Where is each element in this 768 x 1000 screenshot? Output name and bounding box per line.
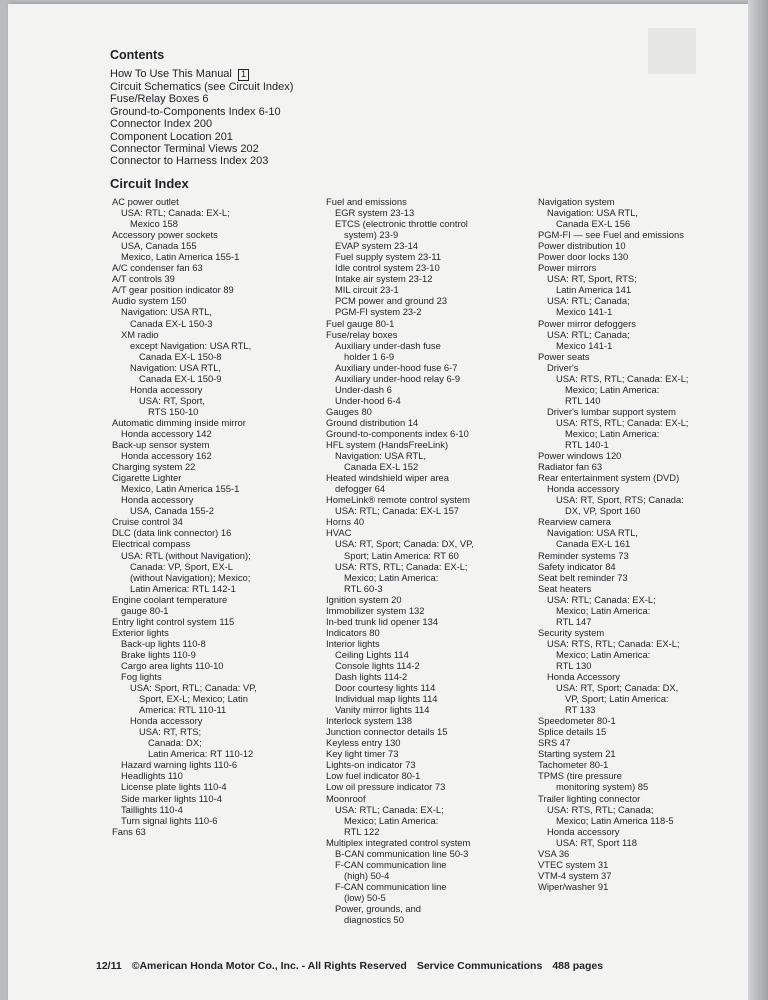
index-subentry: USA: RT, Sport, [139,394,205,406]
contents-item-page-box: 1 [238,69,249,81]
index-entry: Cruise control 34 [112,516,183,528]
index-entry: In-bed trunk lid opener 134 [326,615,439,627]
index-subentry: USA: RTL; Canada: EX-L; [335,803,444,815]
contents-item-label: Fuse/Relay Boxes 6 [110,93,209,106]
index-subentry: RTL 130 [556,659,592,671]
index-subentry: Navigation: USA RTL, [335,450,427,462]
index-subentry: Honda accessory [130,383,203,395]
index-subentry: Canada: VP, Sport, EX-L [130,560,234,572]
index-subentry: Canada EX-L 152 [344,461,419,473]
index-subentry: USA: RTL; Canada: EX-L 157 [335,505,460,517]
index-subentry: PGM-FI system 23-2 [335,306,422,318]
index-subentry: RTS 150-10 [148,405,199,417]
index-entry: Navigation system [538,196,615,207]
index-subentry: Latin America: RT 110-12 [148,748,254,760]
index-subentry: Idle control system 23-10 [335,262,440,274]
index-entry: Cigarette Lighter [112,472,182,484]
index-entry: Seat heaters [538,582,592,594]
index-subentry: RT 133 [565,704,596,716]
index-entry: Fans 63 [112,825,146,837]
index-entry: Moonroof [326,792,366,804]
index-subentry: Turn signal lights 110-6 [121,814,218,826]
index-subentry: except Navigation: USA RTL, [130,339,252,351]
index-subentry: Canada: DX; [148,737,202,749]
index-subentry: RTL 122 [344,825,380,837]
index-subentry: system) 23-9 [344,229,399,241]
index-entry: AC power outlet [112,196,179,207]
index-subentry: RTL 60-3 [344,582,383,594]
index-subentry: Honda accessory [547,483,620,495]
index-entry: PGM-FI — see Fuel and emissions [538,229,684,241]
index-subentry: Latin America 141 [556,284,632,296]
index-subentry: Mexico 158 [130,218,178,230]
index-subentry: Console lights 114-2 [335,659,420,671]
contents-item-label: Circuit Schematics (see Circuit Index) [110,81,294,93]
index-subentry: B-CAN communication line 50-3 [335,847,469,859]
index-subentry: Driver's [547,361,579,373]
footer-date: 12/11 [96,960,122,972]
index-subentry: Headlights 110 [121,770,183,782]
index-subentry: Power, grounds, and [335,903,421,914]
index-subentry: Honda accessory [547,825,620,837]
index-subentry: Fuel supply system 23-11 [335,251,442,263]
index-entry: Power seats [538,350,590,362]
index-entry: Rearview camera [538,516,611,528]
index-entry: Ground-to-components index 6-10 [326,427,469,439]
index-entry: Engine coolant temperature [112,593,228,605]
index-entry: Power mirror defoggers [538,317,636,329]
index-subentry: Fog lights [121,671,162,683]
contents-item [110,68,293,81]
index-subentry: VP, Sport; Latin America: [565,693,669,705]
index-subentry: monitoring system) 85 [556,781,649,793]
index-entry: DLC (data link connector) 16 [112,527,232,539]
index-subentry: USA: RTL; Canada; [547,295,630,307]
index-subentry: Navigation: USA RTL, [130,361,222,373]
index-subentry: Sport; Latin America: RT 60 [344,549,459,561]
contents-heading: Contents [110,48,165,62]
contents-item [110,81,293,93]
index-entry: Automatic dimming inside mirror [112,416,246,428]
index-subentry: Honda Accessory [547,671,620,683]
index-subentry: USA: RTL; Canada; [547,328,630,340]
index-subentry: USA: RTS, RTL; Canada: EX-L; [335,560,468,572]
index-entry: Wiper/washer 91 [538,880,609,892]
index-subentry: Dash lights 114-2 [335,671,408,683]
index-subentry: ETCS (electronic throttle control [335,218,468,230]
index-subentry: RTL 140 [565,394,601,406]
index-subentry: XM radio [121,328,159,340]
index-entry: A/T controls 39 [112,273,175,285]
index-subentry: Driver's lumbar support system [547,405,676,417]
index-subentry: Mexico; Latin America: [565,383,660,395]
contents-item [110,155,293,167]
index-entry: Lights-on indicator 73 [326,759,416,771]
index-subentry: EVAP system 23-14 [335,240,419,252]
index-subentry: Sport, EX-L; Mexico; Latin [139,693,248,705]
index-subentry: Mexico; Latin America 118-5 [556,814,674,826]
index-entry: VTM-4 system 37 [538,869,612,881]
index-subentry: DX, VP, Sport 160 [565,505,641,517]
page-footer [96,960,613,972]
index-column-3 [538,196,748,892]
contents-item-label: Component Location 201 [110,130,233,143]
index-subentry: Auxiliary under-hood fuse 6-7 [335,361,458,373]
index-entry: Power distribution 10 [538,240,626,252]
index-subentry: USA: RTL (without Navigation); [121,549,251,561]
index-subentry: holder 1 6-9 [344,350,395,362]
index-subentry: USA: RT, Sport 118 [556,836,637,848]
index-entry: Keyless entry 130 [326,737,401,749]
index-entry: Power door locks 130 [538,251,629,263]
index-subentry: Canada EX-L 161 [556,538,631,550]
index-entry: Horns 40 [326,516,365,528]
index-subentry: Canada EX-L 150-9 [139,372,222,384]
index-subentry: (without Navigation); Mexico; [130,571,251,583]
index-entry: Key light timer 73 [326,748,399,760]
index-entry: Tachometer 80-1 [538,759,609,771]
index-entry: Fuel and emissions [326,196,407,207]
index-subentry: EGR system 23-13 [335,207,415,219]
index-entry: Back-up sensor system [112,439,210,451]
index-subentry: RTL 147 [556,615,592,627]
index-subentry: Cargo area lights 110-10 [121,659,224,671]
contents-item [110,93,293,105]
contents-item-label: Connector to Harness Index 203 [110,155,269,168]
index-entry: Power mirrors [538,262,597,274]
index-subentry: Navigation: USA RTL, [121,306,213,318]
index-subentry: Under-dash 6 [335,383,392,395]
footer-department: Service Communications [416,960,543,972]
index-subentry: USA: RTS, RTL; Canada; [547,803,654,815]
circuit-index-heading: Circuit Index [110,176,189,191]
index-subentry: USA: Sport, RTL; Canada: VP, [130,682,257,694]
index-entry: Immobilizer system 132 [326,604,425,616]
contents-item-label: Connector Terminal Views 202 [110,143,259,156]
index-entry: Low oil pressure indicator 73 [326,781,446,793]
contents-item [110,106,293,118]
index-subentry: USA: RTS, RTL; Canada: EX-L; [556,372,689,384]
contents-item [110,118,293,130]
index-subentry: USA: RTL; Canada: EX-L; [121,207,230,219]
index-subentry: MIL circuit 23-1 [335,284,399,296]
contents-item [110,143,293,155]
index-entry: Entry light control system 115 [112,615,235,627]
index-entry: A/T gear position indicator 89 [112,284,234,296]
index-entry: VSA 36 [538,847,570,859]
contents-item-label: Ground-to-Components Index 6-10 [110,105,281,118]
index-entry: SRS 47 [538,737,571,749]
index-subentry: USA: RTS, RTL; Canada: EX-L; [556,416,689,428]
index-subentry: F-CAN communication line [335,858,447,870]
index-entry: Splice details 15 [538,726,607,738]
index-entry: Heated windshield wiper area [326,472,449,484]
index-entry: Audio system 150 [112,295,187,307]
footer-page-count: 488 pages [552,960,604,972]
contents-item-label: How To Use This Manual [110,68,232,80]
index-entry: Junction connector details 15 [326,726,448,738]
index-entry: HomeLink® remote control system [326,494,470,506]
index-subentry: USA: RT, Sport, RTS; Canada: [556,494,684,506]
index-subentry: Hazard warning lights 110-6 [121,759,238,771]
index-entry: Interlock system 138 [326,715,412,727]
footer-copyright: ©American Honda Motor Co., Inc. - All Rights Reserved [131,960,407,972]
contents-item [110,131,293,143]
index-subentry: USA: RTS, RTL; Canada: EX-L; [547,637,680,649]
index-subentry: USA, Canada 155-2 [130,505,214,517]
index-entry: Electrical compass [112,538,191,550]
index-subentry: PCM power and ground 23 [335,295,448,307]
index-subentry: Mexico 141-1 [556,339,613,351]
index-subentry: Back-up lights 110-8 [121,637,206,649]
index-subentry: Auxiliary under-hood relay 6-9 [335,372,461,384]
index-subentry: Mexico; Latin America: [565,427,660,439]
index-entry: Ignition system 20 [326,593,402,605]
index-entry: TPMS (tire pressure [538,770,622,782]
index-entry: Starting system 21 [538,748,616,760]
index-entry: HVAC [326,527,352,539]
index-subentry: Navigation: USA RTL, [547,527,639,539]
index-subentry: Canada EX-L 150-8 [139,350,222,362]
index-entry: Fuse/relay boxes [326,328,398,340]
index-subentry: Individual map lights 114 [335,693,438,705]
index-subentry: Under-hood 6-4 [335,394,401,406]
index-entry: Ground distribution 14 [326,416,419,428]
index-subentry: USA: RT, Sport; Canada: DX, [556,682,679,694]
index-column-2 [326,196,531,925]
index-subentry: America: RTL 110-11 [139,704,227,716]
index-subentry: Mexico, Latin America 155-1 [121,483,240,495]
index-subentry: USA: RT, Sport; Canada: DX, VP, [335,538,474,550]
index-subentry: (high) 50-4 [344,869,390,881]
index-entry: Speedometer 80-1 [538,715,616,727]
contents-item-label: Connector Index 200 [110,118,213,131]
bleed-through-shape [648,28,696,74]
index-entry: Power windows 120 [538,450,622,462]
index-entry: Security system [538,626,605,638]
contents-list [110,68,293,168]
index-subentry: USA, Canada 155 [121,240,197,252]
index-subentry: Intake air system 23-12 [335,273,433,285]
index-subentry: USA: RT, RTS; [139,726,202,738]
index-entry: HFL system (HandsFreeLink) [326,439,449,451]
index-subentry: Honda accessory 142 [121,427,212,439]
index-entry: Charging system 22 [112,461,196,473]
index-entry: Exterior lights [112,626,169,638]
index-entry: Safety indicator 84 [538,560,616,572]
index-subentry: (low) 50-5 [344,891,386,903]
index-subentry: Brake lights 110-9 [121,648,196,660]
index-subentry: Navigation: USA RTL, [547,207,639,219]
index-subentry: License plate lights 110-4 [121,781,227,793]
index-subentry: Mexico; Latin America: [556,604,651,616]
index-entry: Reminder systems 73 [538,549,629,561]
index-subentry: Door courtesy lights 114 [335,682,436,694]
index-entry: Trailer lighting connector [538,792,641,804]
index-subentry: Honda accessory 162 [121,450,212,462]
index-entry: Accessory power sockets [112,229,218,241]
index-entry: Low fuel indicator 80-1 [326,770,421,782]
index-subentry: Vanity mirror lights 114 [335,704,430,716]
index-subentry: Mexico, Latin America 155-1 [121,251,240,263]
index-entry: Interior lights [326,637,380,649]
index-entry: Fuel gauge 80-1 [326,317,395,329]
index-entry: Rear entertainment system (DVD) [538,472,680,484]
index-entry: VTEC system 31 [538,858,609,870]
index-subentry: gauge 80-1 [121,604,169,616]
index-subentry: diagnostics 50 [344,914,404,926]
index-entry: Seat belt reminder 73 [538,571,628,583]
page-edge-shadow [748,0,768,1000]
index-entry: Radiator fan 63 [538,461,603,473]
index-subentry: defogger 64 [335,483,386,495]
index-subentry: USA: RT, Sport, RTS; [547,273,637,285]
index-entry: Multiplex integrated control system [326,836,471,848]
index-subentry: Mexico 141-1 [556,306,613,318]
index-subentry: Mexico; Latin America: [344,571,439,583]
index-entry: Indicators 80 [326,626,380,638]
index-subentry: Honda accessory [121,494,194,506]
index-subentry: RTL 140-1 [565,439,609,451]
index-entry: Gauges 80 [326,405,372,417]
index-subentry: Mexico; Latin America: [556,648,651,660]
index-entry: A/C condenser fan 63 [112,262,203,274]
index-subentry: F-CAN communication line [335,880,447,892]
index-subentry: Canada EX-L 156 [556,218,631,230]
index-subentry: Taillights 110-4 [121,803,183,815]
index-subentry: Honda accessory [130,715,203,727]
index-subentry: Auxiliary under-dash fuse [335,339,441,351]
manual-page [8,4,748,1000]
index-subentry: Side marker lights 110-4 [121,792,222,804]
index-subentry: Mexico; Latin America: [344,814,439,826]
index-column-1 [112,196,312,837]
index-subentry: Canada EX-L 150-3 [130,317,213,329]
index-subentry: USA: RTL; Canada: EX-L; [547,593,656,605]
index-subentry: Latin America: RTL 142-1 [130,582,236,594]
index-subentry: Ceiling Lights 114 [335,648,409,660]
